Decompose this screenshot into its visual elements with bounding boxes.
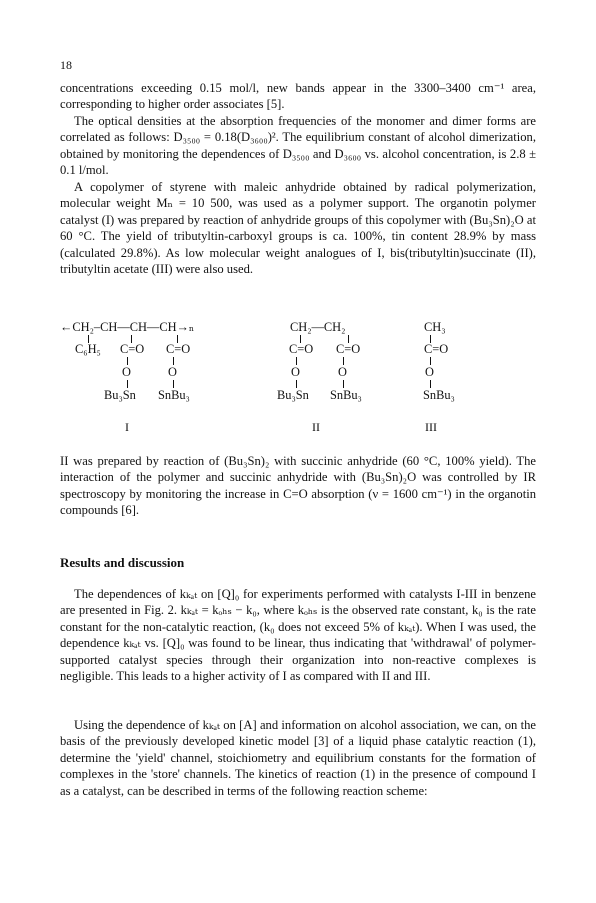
paragraph-6: Using the dependence of kₖₐₜ on [A] and information on alcohol association, we can, on the basis of the previously developed kinetic model [3] of a liquid phase catalytic reaction (1), determine the 'yield' channel, stoichiometry and equilibrium constants for the formation of complexes in the 'store' channels. The kinetics of reaction (1) in the presence of compound I as a catalyst, can be described in terms of the following reaction scheme: [60,718,536,798]
structure-II-tin-1: Bu₃Sn [277,388,309,402]
paragraph-2: The optical densities at the absorption frequencies of the monomer and dimer forms are correlated as follows: D₃₅₀₀ = 0.18(D₃₆₀₀)². The equilibrium constant of alcohol dimerization, obtained by monitoring the dependences of D₃₅₀₀ and D₃₆₀₀ vs. alcohol concentration, is 2.8 ± 0.1 l/mol. [60,114,536,178]
structure-I-carbonyl-2: C=O [166,342,191,356]
structure-II-tin-2: SnBu₃ [330,388,362,402]
structure-I-tin-1: Bu₃Sn [104,388,136,402]
compound-label-II: II [312,420,320,434]
structure-III-methyl: CH₃ [424,320,446,334]
structure-I [60,320,260,430]
paragraph-1: concentrations exceeding 0.15 mol/l, new bands appear in the 3300–3400 cm⁻¹ area, corresponding to higher order associates [5]. [60,81,536,112]
paragraph-3: A copolymer of styrene with maleic anhydride obtained by radical polymerization, molecular weight Mₙ = 10 500, was used as a polymer support. The organotin polymer catalyst (I) was prepared by reaction of anhydride groups of this copolymer with (Bu₃Sn)₂O at 60 °C. The yield of tributyltin-carboxyl groups is ca. 100%, tin content 28.9% by mass (calculated 29.8%). As low molecular weight analogues of I, bis(tributyltin)succinate (II), tributyltin acetate (III) were also used. [60,180,536,277]
structure-III-oxygen: O [425,365,434,379]
compound-label-III: III [425,420,437,434]
structure-III-carbonyl: C=O [424,342,449,356]
structure-II-oxygen-1: O [291,365,300,379]
section-heading: Results and discussion [60,555,185,570]
structure-I-tin-2: SnBu₃ [158,388,190,402]
structure-III-tin: SnBu₃ [423,388,455,402]
structure-II-carbonyl-2: C=O [336,342,361,356]
paragraph-4: II was prepared by reaction of (Bu₃Sn)₂ with succinic anhydride (60 °C, 100% yield). The interaction of the polymer and succinic anhydride with (Bu₃Sn)₂O was controlled by IR spectroscopy by monitoring the increase in C=O absorption (ν = 1600 cm⁻¹) in the organotin compounds [6]. [60,454,536,518]
compound-label-I: I [125,420,129,434]
structure-II [270,320,410,430]
structure-III [420,320,500,430]
structure-I-chain: ←CH₂–CH—CH—CH→ₙ [60,320,195,334]
structure-II-oxygen-2: O [338,365,347,379]
structure-I-phenyl: C₆H₅ [75,342,101,356]
page-number: 18 [60,58,72,72]
structure-I-carbonyl-1: C=O [120,342,145,356]
structure-II-carbonyl-1: C=O [289,342,314,356]
structure-I-oxygen-1: O [122,365,131,379]
paragraph-5: The dependences of kₖₐₜ on [Q]₀ for experiments performed with catalysts I-III in benzene are presented in Fig. 2. kₖₐₜ = kₒₕₛ − k₀, where kₒₕₛ is the observed rate constant, k₀ is the rate constant for the non-catalytic reaction, (k₀ does not exceed 5% of kₖₐₜ). When I was used, the dependence kₖₐₜ vs. [Q]₀ was found to be linear, thus indicating that 'withdrawal' of polymer-supported catalyst species through their organization into non-reactive complexes is negligible. This leads to a higher activity of I as compared with II and III. [60,587,536,684]
structure-II-backbone: CH₂—CH₂ [290,320,346,334]
structure-I-oxygen-2: O [168,365,177,379]
